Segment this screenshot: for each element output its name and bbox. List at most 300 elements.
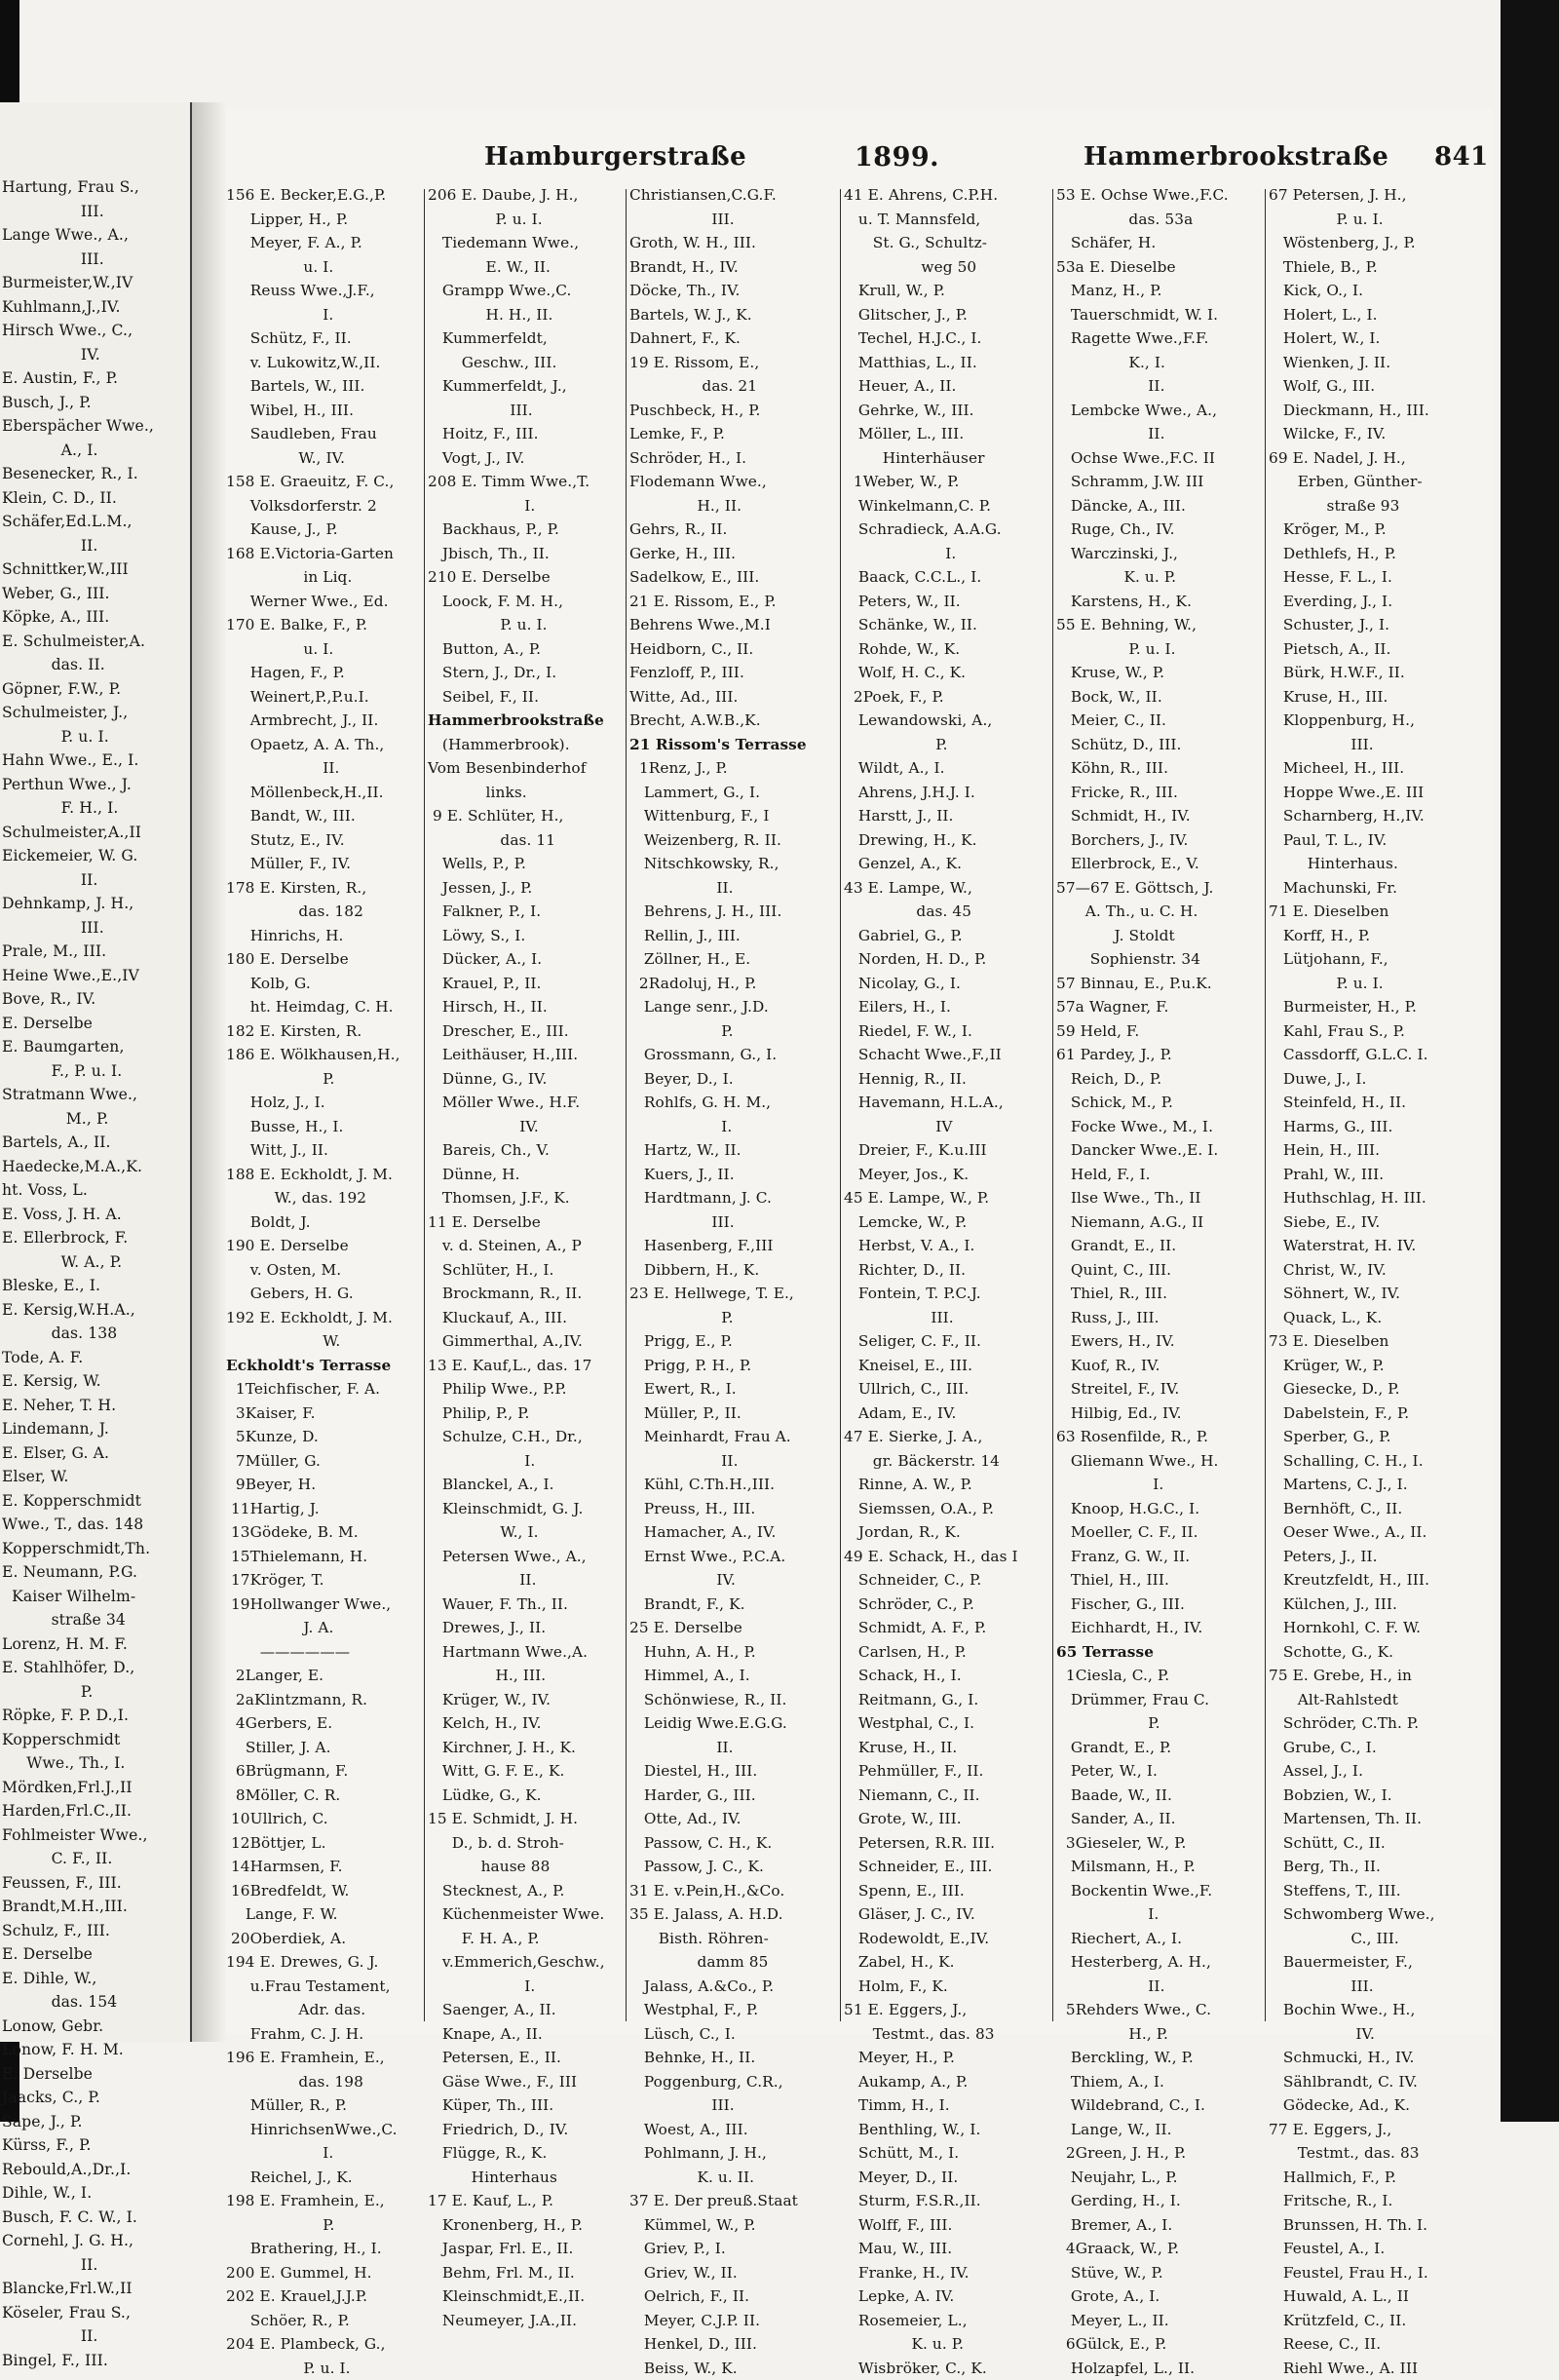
directory-entry: 7Müller, G. — [226, 1449, 421, 1474]
directory-entry: Riedel, F. W., I. — [844, 1019, 1048, 1044]
directory-entry: E. W., II. — [428, 255, 623, 280]
directory-entry: Schulmeister, J., — [2, 701, 187, 725]
directory-entry: Meyer, Jos., K. — [844, 1163, 1048, 1187]
directory-entry: Niemann, A.G., II — [1056, 1210, 1261, 1235]
directory-entry: Hamacher, A., IV. — [629, 1520, 836, 1545]
directory-entry: Löwy, S., I. — [428, 924, 623, 948]
directory-entry: Weber, G., III. — [2, 582, 187, 606]
directory-entry: H., II. — [629, 494, 836, 518]
directory-entry: Kause, J., P. — [226, 518, 421, 542]
directory-entry: IV. — [629, 1568, 836, 1593]
directory-entry: 6Gülck, E., P. — [1056, 2332, 1261, 2357]
directory-entry: Stratmann Wwe., — [2, 1083, 187, 1107]
directory-entry: 20Oberdiek, A. — [226, 1927, 421, 1951]
directory-entry: Fricke, R., III. — [1056, 781, 1261, 805]
directory-entry: H., III. — [428, 1664, 623, 1688]
directory-entry: u.Frau Testament, — [226, 1975, 421, 1999]
directory-entry: Armbrecht, J., II. — [226, 709, 421, 733]
directory-entry: Dibbern, H., K. — [629, 1258, 836, 1283]
directory-entry: u. I. — [226, 255, 421, 280]
directory-entry: Scharnberg, H.,IV. — [1269, 804, 1491, 828]
directory-entry: Fischer, G., III. — [1056, 1593, 1261, 1617]
directory-entry: Busch, F. C. W., I. — [2, 2206, 187, 2230]
directory-entry: Kummerfeldt, — [428, 326, 623, 351]
directory-entry: Lewandowski, A., — [844, 709, 1048, 733]
directory-entry: I. — [428, 494, 623, 518]
directory-entry: Backhaus, P., P. — [428, 518, 623, 542]
directory-entry: Witt, J., II. — [226, 1138, 421, 1163]
directory-entry: Müller, R., P. — [226, 2093, 421, 2118]
directory-entry: E. Austin, F., P. — [2, 366, 187, 391]
directory-entry: Boldt, J. — [226, 1210, 421, 1235]
directory-entry: Berckling, W., P. — [1056, 2046, 1261, 2070]
directory-entry: Lonow, Gebr. — [2, 2015, 187, 2039]
directory-entry: Weinert,P.,P.u.I. — [226, 685, 421, 710]
directory-entry: Petersen, R.R. III. — [844, 1831, 1048, 1856]
directory-entry: Lindemann, J. — [2, 1417, 187, 1441]
directory-entry: K. u. II. — [629, 2166, 836, 2190]
directory-entry: Kronenberg, H., P. — [428, 2213, 623, 2238]
directory-entry: das. 11 — [428, 828, 623, 853]
directory-entry: Herbst, V. A., I. — [844, 1234, 1048, 1258]
left-page-fragment — [0, 102, 192, 2042]
directory-entry: Ewers, H., IV. — [1056, 1329, 1261, 1354]
directory-entry: P. u. I. — [1056, 637, 1261, 662]
directory-entry: das. 182 — [226, 900, 421, 924]
directory-entry: Krauel, P., II. — [428, 972, 623, 996]
directory-entry: Gerding, H., I. — [1056, 2189, 1261, 2213]
directory-entry: Müller, P., II. — [629, 1401, 836, 1426]
directory-entry: Westphal, C., I. — [844, 1711, 1048, 1736]
directory-entry: Held, F., I. — [1056, 1163, 1261, 1187]
directory-entry: Schäfer,Ed.L.M., — [2, 510, 187, 534]
directory-entry: Gehrke, W., III. — [844, 399, 1048, 423]
directory-entry: Ellerbrock, E., V. — [1056, 852, 1261, 876]
directory-entry: Schröder, H., I. — [629, 446, 836, 471]
directory-entry: Kuof, R., IV. — [1056, 1354, 1261, 1378]
directory-entry: Jordan, R., K. — [844, 1520, 1048, 1545]
directory-entry: Otte, Ad., IV. — [629, 1807, 836, 1831]
directory-entry: II. — [1056, 374, 1261, 399]
directory-entry: F. H., I. — [2, 796, 187, 821]
directory-entry: P. u. I. — [1269, 208, 1491, 232]
directory-entry: Bock, W., II. — [1056, 685, 1261, 710]
directory-entry: 192 E. Eckholdt, J. M. — [226, 1306, 421, 1330]
directory-entry: Meyer, H., P. — [844, 2046, 1048, 2070]
directory-entry: Sophienstr. 34 — [1056, 947, 1261, 972]
directory-entry: E. Derselbe — [2, 1012, 187, 1036]
directory-entry: Schröder, C., P. — [844, 1593, 1048, 1617]
directory-entry: Klein, C. D., II. — [2, 486, 187, 511]
directory-entry: Franke, H., IV. — [844, 2261, 1048, 2285]
directory-entry: Schulmeister,A.,II — [2, 821, 187, 845]
directory-entry: Jessen, J., P. — [428, 876, 623, 901]
directory-entry: Knape, A., II. — [428, 2022, 623, 2047]
directory-entry: Cornehl, J. G. H., — [2, 2229, 187, 2253]
directory-entry: Stutz, E., IV. — [226, 828, 421, 853]
directory-entry: Burmeister, H., P. — [1269, 995, 1491, 1019]
directory-entry: Bauermeister, F., — [1269, 1950, 1491, 1975]
directory-entry: 180 E. Derselbe — [226, 947, 421, 972]
directory-entry: Schöer, R., P. — [226, 2309, 421, 2333]
directory-entry: Dancker Wwe.,E. I. — [1056, 1138, 1261, 1163]
directory-entry: F., P. u. I. — [2, 1059, 187, 1084]
directory-entry: Brathering, H., I. — [226, 2237, 421, 2261]
directory-entry: Erben, Günther- — [1269, 470, 1491, 494]
directory-entry: Külchen, J., III. — [1269, 1593, 1491, 1617]
directory-entry: Stecknest, A., P. — [428, 1879, 623, 1903]
directory-entry: das. 45 — [844, 900, 1048, 924]
directory-entry: 3Gieseler, W., P. — [1056, 1831, 1261, 1856]
directory-entry: Wibel, H., III. — [226, 399, 421, 423]
directory-entry: Meyer, F. A., P. — [226, 231, 421, 255]
directory-entry: Falkner, P., I. — [428, 900, 623, 924]
directory-entry: II. — [2, 2253, 187, 2278]
directory-entry: Jaacks, C., P. — [2, 2086, 187, 2110]
directory-entry: Kahl, Frau S., P. — [1269, 1019, 1491, 1044]
directory-entry: 45 E. Lampe, W., P. — [844, 1186, 1048, 1210]
directory-entry: Quint, C., III. — [1056, 1258, 1261, 1283]
directory-entry: J. A. — [226, 1616, 421, 1640]
directory-entry: Drümmer, Frau C. — [1056, 1688, 1261, 1712]
directory-entry: 21 Rissom's Terrasse — [629, 733, 836, 757]
directory-entry: Harden,Frl.C.,II. — [2, 1799, 187, 1823]
directory-entry: Köhn, R., III. — [1056, 756, 1261, 781]
directory-entry: Däncke, A., III. — [1056, 494, 1261, 518]
directory-entry: Carlsen, H., P. — [844, 1640, 1048, 1665]
directory-entry: 13Gödeke, B. M. — [226, 1520, 421, 1545]
directory-entry: P. u. I. — [428, 208, 623, 232]
directory-entry: P. — [226, 2213, 421, 2238]
directory-entry: Behnke, H., II. — [629, 2046, 836, 2070]
directory-entry: Henkel, D., III. — [629, 2332, 836, 2357]
directory-entry: Feustel, A., I. — [1269, 2237, 1491, 2261]
directory-entry: Prahl, W., III. — [1269, 1163, 1491, 1187]
directory-entry: Bisth. Röhren- — [629, 1927, 836, 1951]
directory-entry: II. — [2, 534, 187, 558]
directory-entry: Schneider, C., P. — [844, 1568, 1048, 1593]
column-rule — [626, 189, 627, 2021]
directory-entry: Schacht Wwe.,F.,II — [844, 1043, 1048, 1067]
directory-entry: Flodemann Wwe., — [629, 470, 836, 494]
directory-entry: III. — [428, 399, 623, 423]
directory-entry: Bochin Wwe., H., — [1269, 1998, 1491, 2022]
directory-entry: Siebe, E., IV. — [1269, 1210, 1491, 1235]
directory-entry: Westphal, F., P. — [629, 1998, 836, 2022]
directory-entry: Volksdorferstr. 2 — [226, 494, 421, 518]
directory-entry: Fenzloff, P., III. — [629, 661, 836, 685]
directory-entry: Sählbrandt, C. IV. — [1269, 2070, 1491, 2094]
directory-entry: 59 Held, F. — [1056, 1019, 1261, 1044]
directory-entry: Kirchner, J. H., K. — [428, 1736, 623, 1760]
directory-entry: Reitmann, G., I. — [844, 1688, 1048, 1712]
directory-entry: Göpner, F.W., P. — [2, 677, 187, 702]
directory-entry: Techel, H.J.C., I. — [844, 326, 1048, 351]
directory-entry: 41 E. Ahrens, C.P.H. — [844, 183, 1048, 208]
directory-entry: Hagen, F., P. — [226, 661, 421, 685]
directory-entry: Lange, W., II. — [1056, 2118, 1261, 2142]
directory-entry: E. Kersig, W. — [2, 1369, 187, 1394]
directory-entry: 1Ciesla, C., P. — [1056, 1664, 1261, 1688]
directory-entry: 71 E. Dieselben — [1269, 900, 1491, 924]
directory-entry: Tiedemann Wwe., — [428, 231, 623, 255]
directory-entry: Hinrichs, H. — [226, 924, 421, 948]
directory-entry: Zöllner, H., E. — [629, 947, 836, 972]
directory-entry: Assel, J., I. — [1269, 1759, 1491, 1784]
directory-entry: Sape, J., P. — [2, 2110, 187, 2134]
directory-entry: 19 E. Rissom, E., — [629, 351, 836, 375]
directory-entry: Ullrich, C., III. — [844, 1377, 1048, 1401]
directory-entry: Saenger, A., II. — [428, 1998, 623, 2022]
directory-entry: Schack, H., I. — [844, 1664, 1048, 1688]
directory-entry: Krützfeld, C., II. — [1269, 2309, 1491, 2333]
directory-entry: Ahrens, J.H.J. I. — [844, 781, 1048, 805]
directory-entry: Grandt, E., P. — [1056, 1736, 1261, 1760]
directory-entry: II. — [1056, 1975, 1261, 1999]
directory-entry: Neujahr, L., P. — [1056, 2166, 1261, 2190]
directory-entry: Möller Wwe., H.F. — [428, 1091, 623, 1115]
directory-entry: Adr. das. — [226, 1998, 421, 2022]
directory-entry: Button, A., P. — [428, 637, 623, 662]
directory-entry: Bartels, W. J., K. — [629, 303, 836, 327]
directory-entry: 2Langer, E. — [226, 1664, 421, 1688]
directory-entry: Schmucki, H., IV. — [1269, 2046, 1491, 2070]
directory-entry: Peters, W., II. — [844, 590, 1048, 614]
directory-entry: I. — [226, 303, 421, 327]
directory-entry: Martensen, Th. II. — [1269, 1807, 1491, 1831]
directory-entry: Bürk, H.W.F., II. — [1269, 661, 1491, 685]
directory-entry: Dünne, G., IV. — [428, 1067, 623, 1092]
directory-entry: II. — [226, 756, 421, 781]
directory-entry: I. — [226, 2141, 421, 2166]
directory-entry: 53a E. Dieselbe — [1056, 255, 1261, 280]
directory-entry: Lepke, A. IV. — [844, 2284, 1048, 2309]
directory-entry: E. Neher, T. H. — [2, 1394, 187, 1418]
directory-entry: 11 E. Derselbe — [428, 1210, 623, 1235]
directory-entry: 1Renz, J., P. — [629, 756, 836, 781]
directory-entry: Passow, J. C., K. — [629, 1855, 836, 1879]
directory-entry: Pohlmann, J. H., — [629, 2141, 836, 2166]
directory-entry: Dabelstein, F., P. — [1269, 1401, 1491, 1426]
directory-entry: K. u. P. — [1056, 565, 1261, 590]
directory-entry: u. T. Mannsfeld, — [844, 208, 1048, 232]
directory-entry: Hallmich, F., P. — [1269, 2166, 1491, 2190]
running-head — [226, 142, 1493, 181]
directory-entry: Hesterberg, A. H., — [1056, 1950, 1261, 1975]
directory-entry: IV. — [2, 343, 187, 367]
directory-entry: Waterstrat, H. IV. — [1269, 1234, 1491, 1258]
directory-entry: Behm, Frl. M., II. — [428, 2261, 623, 2285]
directory-entry: W. — [226, 1329, 421, 1354]
directory-entry: Moeller, C. F., II. — [1056, 1520, 1261, 1545]
directory-entry: E. Elser, G. A. — [2, 1441, 187, 1466]
directory-entry: Griev, W., II. — [629, 2261, 836, 2285]
directory-entry: IV. — [428, 1115, 623, 1139]
directory-entry: Hinterhaus — [428, 2166, 623, 2190]
directory-entry: das. 154 — [2, 1990, 187, 2015]
directory-entry: Jbisch, Th., II. — [428, 542, 623, 566]
directory-entry: 11Hartig, J. — [226, 1497, 421, 1521]
directory-entry: 43 E. Lampe, W., — [844, 876, 1048, 901]
directory-entry: Köseler, Frau S., — [2, 2301, 187, 2325]
directory-entry: v. Lukowitz,W.,II. — [226, 351, 421, 375]
directory-entry: Hirsch, H., II. — [428, 995, 623, 1019]
directory-entry: v.Emmerich,Geschw., — [428, 1950, 623, 1975]
directory-entry: Bleske, E., I. — [2, 1274, 187, 1298]
directory-entry: Lemke, F., P. — [629, 422, 836, 446]
directory-entry: Eickemeier, W. G. — [2, 844, 187, 868]
directory-entry: Kleinschmidt, G. J. — [428, 1497, 623, 1521]
directory-entry: Gäse Wwe., F., III — [428, 2070, 623, 2094]
directory-entry: Schalling, C. H., I. — [1269, 1449, 1491, 1474]
directory-entry: Grampp Wwe.,C. — [428, 279, 623, 303]
directory-entry: Rohde, W., K. — [844, 637, 1048, 662]
directory-entry: II. — [2, 2324, 187, 2349]
directory-entry: Pehmüller, F., II. — [844, 1759, 1048, 1784]
directory-entry: Bartels, W., III. — [226, 374, 421, 399]
directory-entry: Sperber, G., P. — [1269, 1425, 1491, 1449]
directory-entry: Schramm, J.W. III — [1056, 470, 1261, 494]
directory-entry: Drescher, E., III. — [428, 1019, 623, 1044]
directory-entry: Lange senr., J.D. — [629, 995, 836, 1019]
directory-entry: Holert, L., I. — [1269, 303, 1491, 327]
directory-entry: E. Derselbe — [2, 1942, 187, 1967]
directory-entry: Kneisel, E., III. — [844, 1354, 1048, 1378]
directory-entry: Prigg, P. H., P. — [629, 1354, 836, 1378]
directory-entry: das. 21 — [629, 374, 836, 399]
directory-entry: IV — [844, 1115, 1048, 1139]
directory-entry: Paul, T. L., IV. — [1269, 828, 1491, 853]
directory-entry: Röpke, F. P. D.,I. — [2, 1704, 187, 1728]
directory-entry: Grossmann, G., I. — [629, 1043, 836, 1067]
directory-entry: P. u. I. — [428, 613, 623, 637]
directory-entry: 63 Rosenfilde, R., P. — [1056, 1425, 1261, 1449]
directory-entry: P. u. I. — [2, 725, 187, 749]
directory-entry: 202 E. Krauel,J.J.P. — [226, 2284, 421, 2309]
directory-entry: Kloppenburg, H., — [1269, 709, 1491, 733]
directory-entry: Fohlmeister Wwe., — [2, 1823, 187, 1848]
directory-entry: 15Thielemann, H. — [226, 1545, 421, 1569]
directory-entry: Karstens, H., K. — [1056, 590, 1261, 614]
directory-entry: 15 E. Schmidt, J. H. — [428, 1807, 623, 1831]
directory-entry: gr. Bäckerstr. 14 — [844, 1449, 1048, 1474]
directory-entry: Thiel, H., III. — [1056, 1568, 1261, 1593]
directory-entry: Philip Wwe., P.P. — [428, 1377, 623, 1401]
directory-entry: 19Hollwanger Wwe., — [226, 1593, 421, 1617]
directory-entry: 188 E. Eckholdt, J. M. — [226, 1163, 421, 1187]
directory-entry: 170 E. Balke, F., P. — [226, 613, 421, 637]
directory-entry: Lorenz, H. M. F. — [2, 1632, 187, 1657]
directory-entry: Tauerschmidt, W. I. — [1056, 303, 1261, 327]
directory-entry: Rosemeier, L., — [844, 2309, 1048, 2333]
directory-entry: straße 34 — [2, 1608, 187, 1632]
directory-entry: III. — [844, 1306, 1048, 1330]
directory-entry: Schradieck, A.A.G. — [844, 518, 1048, 542]
directory-entry: A. Th., u. C. H. — [1056, 900, 1261, 924]
directory-entry: I. — [428, 1975, 623, 1999]
directory-entry: Stiller, J. A. — [226, 1736, 421, 1760]
directory-entry: Heuer, A., II. — [844, 374, 1048, 399]
directory-entry: Peter, W., I. — [1056, 1759, 1261, 1784]
directory-entry: Schulze, C.H., Dr., — [428, 1425, 623, 1449]
directory-entry: Dihle, W., I. — [2, 2181, 187, 2206]
directory-entry: Riehl Wwe., A. III — [1269, 2357, 1491, 2380]
directory-entry: Winkelmann,C. P. — [844, 494, 1048, 518]
directory-entry: Baack, C.C.L., I. — [844, 565, 1048, 590]
directory-entry: C. F., II. — [2, 1847, 187, 1871]
directory-entry: Knoop, H.G.C., I. — [1056, 1497, 1261, 1521]
directory-entry: Wisbröker, C., K. — [844, 2357, 1048, 2380]
directory-entry: 182 E. Kirsten, R. — [226, 1019, 421, 1044]
directory-entry: 9 E. Schlüter, H., — [428, 804, 623, 828]
directory-entry: Schlüter, H., I. — [428, 1258, 623, 1283]
directory-entry: 196 E. Framhein, E., — [226, 2046, 421, 2070]
directory-entry: Gliemann Wwe., H. — [1056, 1449, 1261, 1474]
directory-entry: Busch, J., P. — [2, 391, 187, 415]
directory-entry: Hesse, F. L., I. — [1269, 565, 1491, 590]
directory-entry: Wildebrand, C., I. — [1056, 2093, 1261, 2118]
directory-entry: Witte, Ad., III. — [629, 685, 836, 710]
directory-entry: Hoppe Wwe.,E. III — [1269, 781, 1491, 805]
directory-entry: 21 E. Rissom, E., P. — [629, 590, 836, 614]
directory-entry: Milsmann, H., P. — [1056, 1855, 1261, 1879]
directory-entry: Philip, P., P. — [428, 1401, 623, 1426]
directory-entry: II. — [629, 876, 836, 901]
directory-entry: Pietsch, A., II. — [1269, 637, 1491, 662]
directory-entry: Eichhardt, H., IV. — [1056, 1616, 1261, 1640]
directory-entry: 13 E. Kauf,L., das. 17 — [428, 1354, 623, 1378]
directory-entry: St. G., Schultz- — [844, 231, 1048, 255]
directory-entry: 75 E. Grebe, H., in — [1269, 1664, 1491, 1688]
directory-entry: Ragette Wwe.,F.F. — [1056, 326, 1261, 351]
directory-entry: Brandt, F., K. — [629, 1593, 836, 1617]
directory-entry: 186 E. Wölkhausen,H., — [226, 1043, 421, 1067]
directory-entry: Huwald, A. L., II — [1269, 2284, 1491, 2309]
directory-entry: ht. Heimdag, C. H. — [226, 995, 421, 1019]
directory-entry: Preuss, H., III. — [629, 1497, 836, 1521]
directory-entry: III. — [2, 248, 187, 272]
directory-entry: 77 E. Eggers, J., — [1269, 2118, 1491, 2142]
directory-entry: 17 E. Kauf, L., P. — [428, 2189, 623, 2213]
directory-entry: Feustel, Frau H., I. — [1269, 2261, 1491, 2285]
directory-entry: I. — [1056, 1902, 1261, 1927]
directory-entry: Glitscher, J., P. — [844, 303, 1048, 327]
directory-entry: Kröger, M., P. — [1269, 518, 1491, 542]
directory-entry: Schütt, M., I. — [844, 2141, 1048, 2166]
directory-entry: Beyer, D., I. — [629, 1067, 836, 1092]
directory-entry: Zabel, H., K. — [844, 1950, 1048, 1975]
directory-entry: Huthschlag, H. III. — [1269, 1186, 1491, 1210]
directory-entry: 208 E. Timm Wwe.,T. — [428, 470, 623, 494]
directory-entry: III. — [629, 2093, 836, 2118]
directory-entry: P. — [844, 733, 1048, 757]
directory-entry: Kreutzfeldt, H., III. — [1269, 1568, 1491, 1593]
directory-entry: Hinterhäuser — [844, 446, 1048, 471]
directory-entry: Grote, A., I. — [1056, 2284, 1261, 2309]
directory-entry: Eckholdt's Terrasse — [226, 1354, 421, 1378]
directory-entry: Geschw., III. — [428, 351, 623, 375]
directory-entry: 12Böttjer, L. — [226, 1831, 421, 1856]
directory-entry: Wolf, H. C., K. — [844, 661, 1048, 685]
directory-entry: 10Ullrich, C. — [226, 1807, 421, 1831]
directory-entry: Heine Wwe.,E.,IV — [2, 964, 187, 988]
directory-entry: Behrens, J. H., III. — [629, 900, 836, 924]
directory-entry: Busse, H., I. — [226, 1115, 421, 1139]
directory-entry: Kuhlmann,J.,IV. — [2, 295, 187, 320]
directory-entry: Lüdke, G., K. — [428, 1784, 623, 1808]
directory-entry: Kopperschmidt,Th. — [2, 1537, 187, 1561]
directory-entry: Schwomberg Wwe., — [1269, 1902, 1491, 1927]
